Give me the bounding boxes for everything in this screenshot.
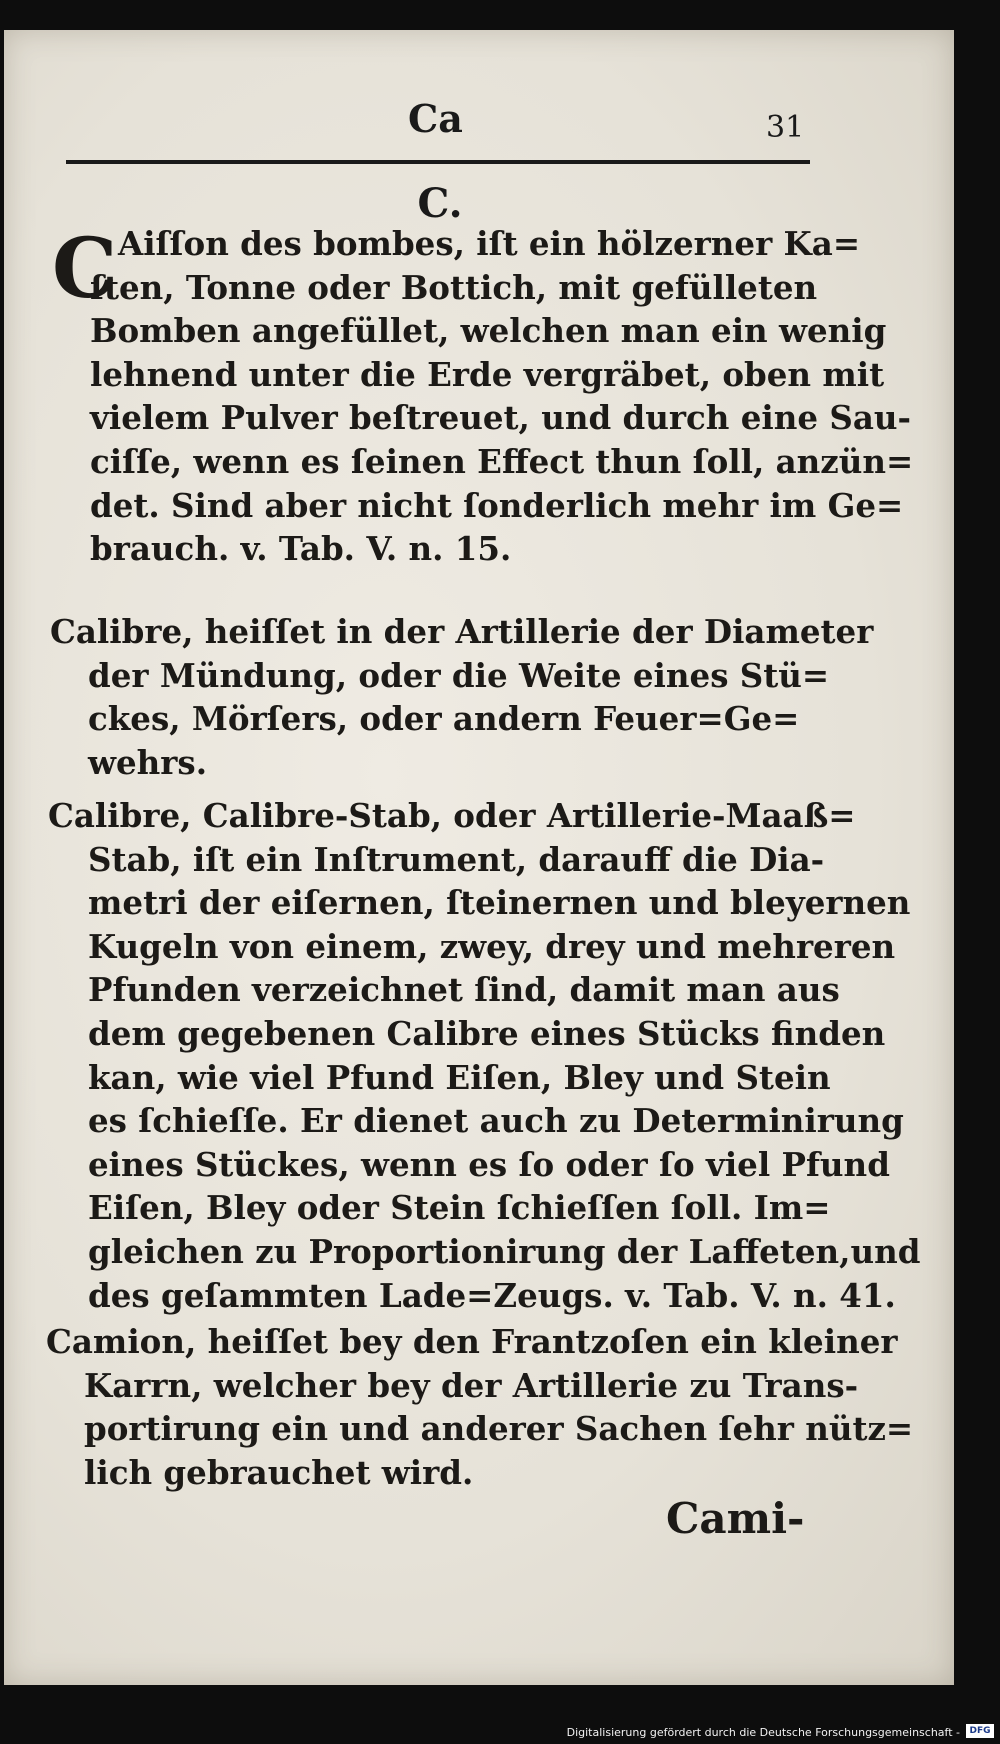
entry-line: ciſſe, wenn es ſeinen Effect thun ſoll, anzün= [90, 441, 914, 481]
entry-line: Calibre, heiſſet in der Artillerie der Diameter [50, 612, 874, 651]
running-head: Ca [408, 96, 463, 141]
catchword: Cami- [666, 1494, 805, 1543]
entry-line: Stab, iſt ein Inſtrument, darauff die Dia- [88, 839, 825, 879]
entry-line: Calibre, Calibre-Stab, oder Artillerie-Maaß= [48, 796, 856, 835]
entry-line: ckes, Mörſers, oder andern Feuer=Ge= [88, 699, 800, 739]
entry-line: Pfunden verzeichnet ſind, damit man aus [88, 970, 840, 1010]
entry-line: Camion, heiſſet bey den Frantzoſen ein kleiner [46, 1322, 898, 1361]
entry-line: brauch. v. Tab. V. n. 15. [90, 529, 512, 569]
entry-line: lehnend unter die Erde vergräbet, oben mit [90, 354, 885, 394]
entry-line: des geſammten Lade=Zeugs. v. Tab. V. n. 41. [88, 1275, 896, 1315]
drop-capital: C [52, 221, 118, 317]
entry-line: ſten, Tonne oder Bottich, mit gefülleten [90, 267, 818, 307]
digitization-credit: Digitalisierung gefördert durch die Deutsche Forschungsgemeinschaft - [566, 1726, 960, 1739]
entry-line: Eiſen, Bley oder Stein ſchieſſen ſoll. Im= [88, 1188, 831, 1228]
header-rule [66, 160, 810, 164]
entry-line: dem gegebenen Calibre eines Stücks finden [88, 1013, 886, 1053]
entry-line: vielem Pulver beſtreuet, und durch eine Sau- [90, 398, 911, 438]
entry-line: gleichen zu Proportionirung der Laffeten,und [88, 1231, 921, 1271]
entry-line: metri der eiſernen, ſteinernen und bleyernen [88, 883, 911, 923]
section-letter: C. [417, 180, 463, 227]
entry-line: Aiſſon des bombes, iſt ein hölzerner Ka= [118, 224, 861, 263]
entry-line: es ſchieſſe. Er dienet auch zu Determinirung [88, 1101, 904, 1141]
entry-line: Bomben angefüllet, welchen man ein wenig [90, 311, 887, 351]
entry-line: det. Sind aber nicht ſonderlich mehr im Ge= [90, 485, 904, 525]
entry-caisson-first-line [118, 222, 860, 266]
page-number: 31 [766, 110, 805, 145]
entry-line: der Mündung, oder die Weite eines Stü= [88, 655, 830, 695]
entry-line: wehrs. [88, 742, 208, 782]
entry-line: portirung ein und anderer Sachen ſehr nütz= [84, 1409, 914, 1449]
entry-line: lich gebrauchet wird. [84, 1452, 474, 1492]
entry-line: Kugeln von einem, zwey, drey und mehreren [88, 926, 896, 966]
entry-camion [46, 1320, 913, 1494]
entry-caisson [90, 266, 913, 571]
entry-line: Karrn, welcher bey der Artillerie zu Trans- [84, 1365, 859, 1405]
dfg-logo: DFG [966, 1724, 994, 1738]
entry-line: eines Stückes, wenn es ſo oder ſo viel Pfund [88, 1144, 890, 1184]
entry-line: kan, wie viel Pfund Eiſen, Bley und Stein [88, 1057, 831, 1097]
entry-calibre [50, 610, 873, 784]
entry-calibre-stab [48, 794, 920, 1317]
